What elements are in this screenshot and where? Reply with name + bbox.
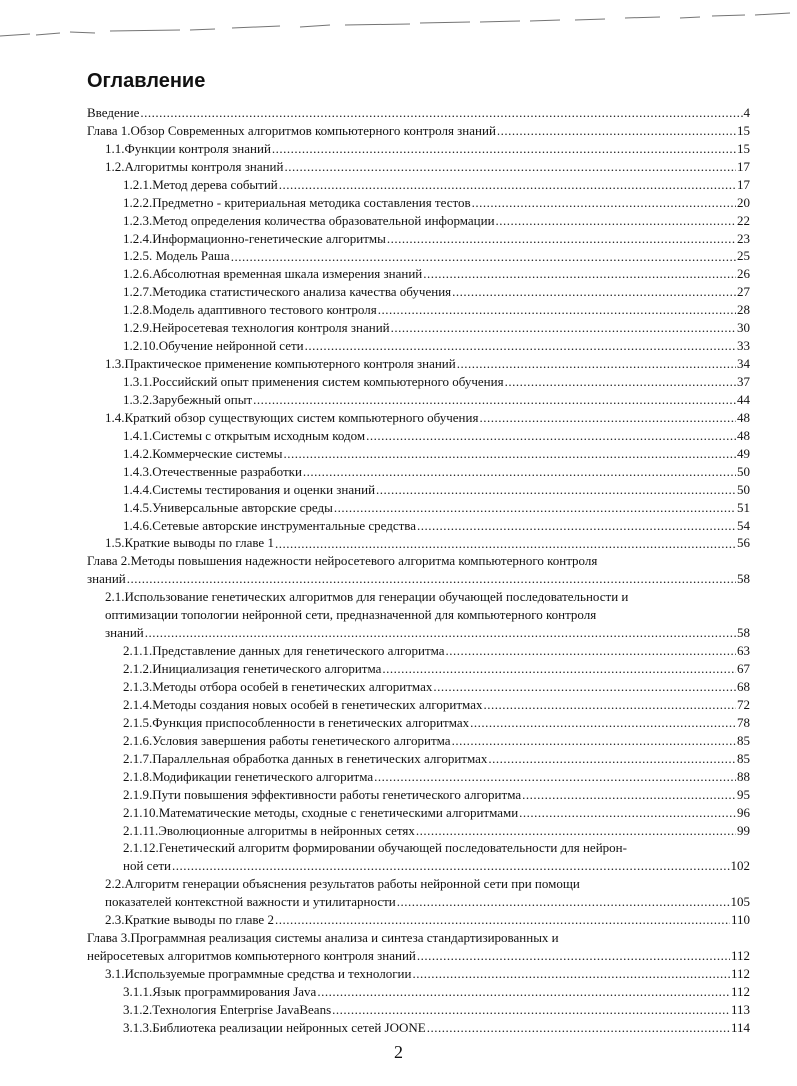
toc-entry[interactable] [87, 642, 750, 660]
toc-leader-dots [391, 319, 736, 337]
toc-entry-page: 17 [737, 176, 750, 192]
toc-entry[interactable] [87, 983, 750, 1001]
toc-entry-section-2-1-12[interactable] [87, 839, 750, 875]
toc-entry-page: 17 [737, 158, 750, 174]
toc-entry[interactable] [87, 337, 750, 355]
toc-leader-dots [446, 642, 736, 660]
toc-entry[interactable] [87, 265, 750, 283]
toc-entry-page: 37 [737, 374, 750, 390]
toc-leader-dots [374, 768, 736, 786]
toc-entry-title: Введение [87, 104, 140, 120]
toc-entry-page: 63 [737, 643, 750, 659]
toc-entry-page: 112 [730, 966, 750, 982]
toc-entry-page: 102 [730, 858, 750, 874]
toc-entry-page: 58 [737, 625, 750, 641]
toc-entry-title: 1.4.5.Универсальные авторские среды [123, 499, 333, 515]
toc-entry-page: 68 [737, 679, 750, 695]
toc-entry-title: 2.1.8.Модификации генетического алгоритма [123, 768, 374, 784]
toc-entry-page: 85 [737, 750, 750, 766]
toc-entry[interactable] [87, 140, 750, 158]
toc-entry-title: 1.2.3.Метод определения количества образовательной информации [123, 212, 495, 228]
toc-leader-dots [172, 857, 729, 875]
toc-entry-title-cont: оптимизации топологии нейронной сети, предназначенной для компьютерного контроля [105, 607, 597, 623]
toc-entry-title: 2.1.5.Функция приспособленности в генетических алгоритмах [123, 714, 470, 730]
toc-leader-dots [496, 212, 736, 230]
toc-entry[interactable] [87, 194, 750, 212]
toc-leader-dots [522, 786, 736, 804]
toc-entry[interactable] [87, 122, 750, 140]
toc-entry-title: 2.1.2.Инициализация генетического алгоритма [123, 661, 382, 677]
toc-leader-dots [275, 535, 736, 553]
page-number: 2 [394, 1042, 403, 1062]
toc-entry-title: 2.3.Краткие выводы по главе 2 [105, 912, 274, 928]
toc-leader-dots [332, 1001, 730, 1019]
toc-leader-dots [433, 678, 736, 696]
toc-entry-title: 2.1.4.Методы создания новых особей в генетических алгоритмах [123, 696, 483, 712]
toc-entry-page: 4 [743, 104, 750, 120]
toc-entry-page: 58 [737, 571, 750, 587]
toc-leader-dots [427, 1019, 730, 1037]
toc-leader-dots [397, 893, 730, 911]
toc-entry[interactable] [87, 176, 750, 194]
toc-entry-page: 112 [730, 948, 750, 964]
toc-leader-dots [231, 248, 736, 266]
toc-entry[interactable] [87, 499, 750, 517]
toc-entry-chapter-2[interactable] [87, 552, 750, 588]
toc-entry[interactable] [87, 965, 750, 983]
toc-entry[interactable] [87, 1001, 750, 1019]
toc-leader-dots [140, 104, 742, 122]
toc-leader-dots [253, 391, 736, 409]
toc-entry[interactable] [87, 319, 750, 337]
toc-entry[interactable] [87, 158, 750, 176]
toc-entry-title: Глава 1.Обзор Современных алгоритмов компьютерного контроля знаний [87, 122, 496, 138]
toc-entry-page: 27 [737, 284, 750, 300]
toc-entry[interactable] [87, 1019, 750, 1037]
toc-leader-dots [284, 158, 736, 176]
toc-entry-title: 2.1.Использование генетических алгоритмов для генерации обучающей последовательности и [105, 589, 629, 605]
toc-entry-title-cont: показателей контекстной важности и утилитарности [105, 894, 396, 910]
toc-entry[interactable] [87, 822, 750, 840]
toc-entry-title: 1.2.4.Информационно-генетические алгоритмы [123, 230, 386, 246]
toc-entry-page: 25 [737, 248, 750, 264]
toc-entry-title: 1.2.5. Модель Раша [123, 248, 230, 264]
toc-leader-dots [417, 947, 730, 965]
scan-artifact-line [0, 8, 797, 38]
toc-entry-title: 2.1.1.Представление данных для генетического алгоритма [123, 643, 445, 659]
toc-entry-page: 54 [737, 517, 750, 533]
toc-entry-page: 105 [730, 894, 750, 910]
toc-entry-page: 51 [737, 499, 750, 515]
toc-entry-page: 114 [730, 1019, 750, 1035]
toc-leader-dots [305, 337, 736, 355]
toc-entry-title: 2.1.3.Методы отбора особей в генетических алгоритмах [123, 679, 433, 695]
toc-entry-title: 1.2.7.Методика статистического анализа качества обучения [123, 284, 452, 300]
toc-entry-title: 1.2.8.Модель адаптивного тестового контроля [123, 302, 377, 318]
toc-entry-page: 28 [737, 302, 750, 318]
toc-entry[interactable] [87, 104, 750, 122]
toc-entry-title: 1.3.Практическое применение компьютерного контроля знаний [105, 356, 456, 372]
toc-entry-page: 48 [737, 427, 750, 443]
toc-entry-title: 1.4.Краткий обзор существующих систем компьютерного обучения [105, 409, 479, 425]
toc-entry[interactable] [87, 481, 750, 499]
toc-entry-page: 50 [737, 481, 750, 497]
toc-entry[interactable] [87, 445, 750, 463]
toc-leader-dots [145, 624, 736, 642]
toc-entry-title: 1.4.2.Коммерческие системы [123, 445, 283, 461]
toc-entry-section-2-1[interactable] [87, 588, 750, 642]
toc-leader-dots [127, 570, 736, 588]
toc-entry-page: 96 [737, 804, 750, 820]
toc-entry-page: 15 [737, 140, 750, 156]
toc-leader-dots [452, 283, 736, 301]
toc-leader-dots [275, 911, 730, 929]
toc-entry-title: Глава 2.Методы повышения надежности нейросетевого алгоритма компьютерного контроля [87, 553, 598, 569]
toc-entry[interactable] [87, 391, 750, 409]
toc-entry-page: 56 [737, 535, 750, 551]
page-title: Оглавление [87, 70, 206, 92]
toc-entry-title: 2.2.Алгоритм генерации объяснения результатов работы нейронной сети при помощи [105, 876, 580, 892]
toc-leader-dots [416, 822, 736, 840]
toc-leader-dots [417, 517, 736, 535]
toc-entry-title: 3.1.Используемые программные средства и технологии [105, 966, 412, 982]
toc-leader-dots [334, 499, 736, 517]
toc-entry-page: 67 [737, 661, 750, 677]
toc-leader-dots [382, 660, 736, 678]
toc-entry[interactable] [87, 427, 750, 445]
toc-entry-title: 2.1.12.Генетический алгоритм формировании обучающей последовательности для нейрон- [123, 840, 627, 856]
toc-entry-page: 113 [730, 1001, 750, 1017]
toc-entry-title: Глава 3.Программная реализация системы анализа и синтеза стандартизированных и [87, 930, 559, 946]
toc-entry[interactable] [87, 373, 750, 391]
toc-leader-dots [378, 301, 736, 319]
toc-entry-title: 1.2.9.Нейросетевая технология контроля знаний [123, 320, 390, 336]
toc-leader-dots [387, 230, 736, 248]
toc-entry-page: 72 [737, 696, 750, 712]
toc-entry-page: 22 [737, 212, 750, 228]
toc-entry-page: 99 [737, 822, 750, 838]
toc-entry[interactable] [87, 463, 750, 481]
toc-leader-dots [366, 427, 736, 445]
toc-entry[interactable] [87, 696, 750, 714]
toc-entry-title: 1.4.3.Отечественные разработки [123, 463, 302, 479]
toc-entry-page: 30 [737, 320, 750, 336]
toc-entry-title: 2.1.7.Параллельная обработка данных в генетических алгоритмах [123, 750, 488, 766]
toc-entry-page: 112 [730, 984, 750, 1000]
toc-entry-chapter-3[interactable] [87, 929, 750, 965]
toc-entry[interactable] [87, 283, 750, 301]
toc-entry[interactable] [87, 409, 750, 427]
toc-entry-page: 15 [737, 122, 750, 138]
toc-entry-page: 78 [737, 714, 750, 730]
toc-entry-title: 1.2.Алгоритмы контроля знаний [105, 158, 284, 174]
toc-entry[interactable] [87, 355, 750, 373]
toc-entry[interactable] [87, 660, 750, 678]
toc-entry-title-cont: знаний [87, 571, 126, 587]
toc-entry-title: 2.1.11.Эволюционные алгоритмы в нейронных сетях [123, 822, 415, 838]
toc-entry-page: 88 [737, 768, 750, 784]
toc-leader-dots [479, 409, 736, 427]
toc-leader-dots [497, 122, 736, 140]
toc-entry-title: 1.4.1.Системы с открытым исходным кодом [123, 427, 366, 443]
toc-entry-page: 20 [737, 194, 750, 210]
toc-entry[interactable] [87, 678, 750, 696]
table-of-contents [87, 104, 750, 1037]
toc-leader-dots [488, 750, 736, 768]
toc-entry-title: 1.5.Краткие выводы по главе 1 [105, 535, 274, 551]
toc-entry[interactable] [87, 911, 750, 929]
toc-leader-dots [376, 481, 736, 499]
toc-entry[interactable] [87, 535, 750, 553]
toc-leader-dots [423, 265, 736, 283]
toc-entry-title: 3.1.3.Библиотека реализации нейронных сетей JOONE [123, 1019, 426, 1035]
toc-entry-title: 2.1.6.Условия завершения работы генетического алгоритма [123, 732, 451, 748]
toc-leader-dots [505, 373, 736, 391]
toc-leader-dots [317, 983, 730, 1001]
toc-entry-title-cont: нейросетевых алгоритмов компьютерного контроля знаний [87, 948, 416, 964]
toc-entry-title: 1.3.1.Российский опыт применения систем компьютерного обучения [123, 374, 504, 390]
toc-entry-title: 1.4.6.Сетевые авторские инструментальные средства [123, 517, 417, 533]
toc-leader-dots [303, 463, 736, 481]
toc-entry-section-2-2[interactable] [87, 875, 750, 911]
toc-entry[interactable] [87, 750, 750, 768]
toc-entry-page: 44 [737, 391, 750, 407]
toc-entry-page: 85 [737, 732, 750, 748]
toc-entry[interactable] [87, 732, 750, 750]
toc-entry-page: 23 [737, 230, 750, 246]
toc-leader-dots [279, 176, 736, 194]
toc-leader-dots [457, 355, 736, 373]
toc-entry[interactable] [87, 301, 750, 319]
toc-entry-title: 2.1.9.Пути повышения эффективности работы генетического алгоритма [123, 786, 522, 802]
toc-entry-title: 1.2.6.Абсолютная временная шкала измерения знаний [123, 266, 423, 282]
toc-entry-title: 1.1.Функции контроля знаний [105, 140, 271, 156]
toc-entry-title: 1.3.2.Зарубежный опыт [123, 391, 253, 407]
toc-leader-dots [452, 732, 736, 750]
toc-leader-dots [470, 714, 736, 732]
toc-leader-dots [284, 445, 736, 463]
toc-entry-title: 2.1.10.Математические методы, сходные с генетическими алгоритмами [123, 804, 519, 820]
toc-entry-title-cont: знаний [105, 625, 144, 641]
toc-entry-title: 1.4.4.Системы тестирования и оценки знаний [123, 481, 376, 497]
toc-entry[interactable] [87, 230, 750, 248]
toc-leader-dots [472, 194, 736, 212]
toc-entry[interactable] [87, 804, 750, 822]
toc-entry-page: 34 [737, 356, 750, 372]
toc-entry-title: 1.2.1.Метод дерева событий [123, 176, 278, 192]
toc-leader-dots [272, 140, 736, 158]
toc-entry-page: 33 [737, 338, 750, 354]
toc-entry[interactable] [87, 248, 750, 266]
toc-entry-page: 110 [730, 912, 750, 928]
toc-entry-page: 49 [737, 445, 750, 461]
toc-entry-title: 3.1.2.Технология Enterprise JavaBeans [123, 1001, 332, 1017]
toc-entry[interactable] [87, 714, 750, 732]
toc-leader-dots [412, 965, 730, 983]
toc-leader-dots [483, 696, 736, 714]
toc-entry[interactable] [87, 517, 750, 535]
toc-entry-title: 1.2.10.Обучение нейронной сети [123, 338, 304, 354]
toc-entry-page: 26 [737, 266, 750, 282]
toc-entry-title: 3.1.1.Язык программирования Java [123, 984, 317, 1000]
toc-entry[interactable] [87, 786, 750, 804]
toc-leader-dots [519, 804, 736, 822]
toc-entry-title-cont: ной сети [123, 858, 172, 874]
toc-entry-title: 1.2.2.Предметно - критериальная методика составления тестов [123, 194, 471, 210]
toc-entry[interactable] [87, 768, 750, 786]
toc-entry-page: 50 [737, 463, 750, 479]
toc-entry-page: 48 [737, 409, 750, 425]
toc-entry[interactable] [87, 212, 750, 230]
toc-entry-page: 95 [737, 786, 750, 802]
